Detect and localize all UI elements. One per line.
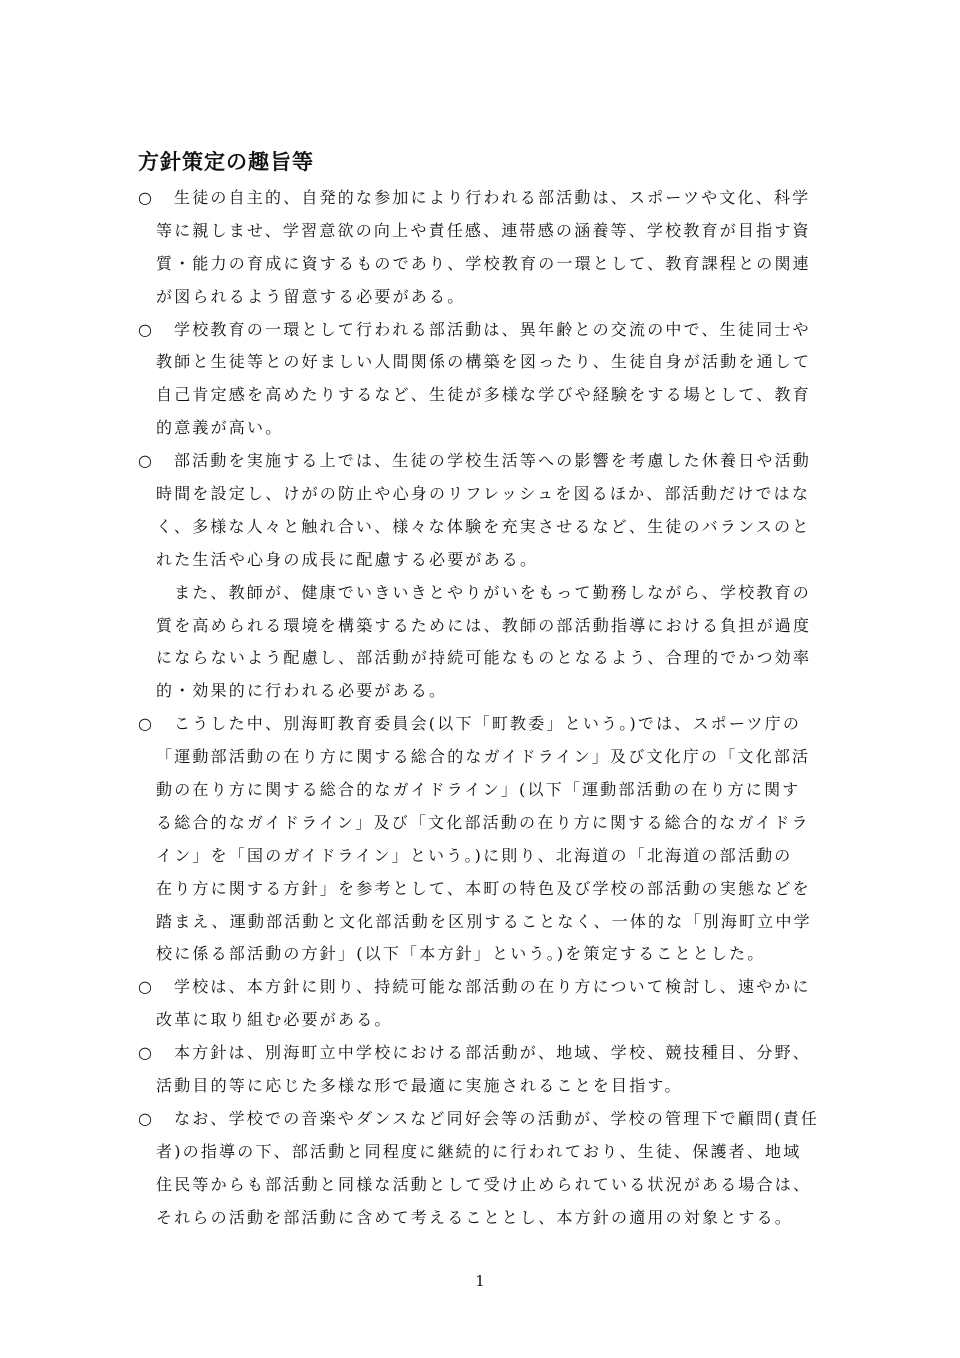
- paragraph-line: る総合的なガイドライン」及び「文化部活動の在り方に関する総合的なガイドラ: [156, 812, 810, 832]
- paragraph-line: 校に係る部活動の方針」(以下「本方針」という。)を策定することとした。: [156, 944, 766, 964]
- paragraph: [138, 708, 838, 971]
- paragraph-line: 踏まえ、運動部活動と文化部活動を区別することなく、一体的な「別海町立中学: [156, 911, 812, 931]
- paragraph: [138, 971, 838, 1037]
- paragraph-first-line: [138, 971, 838, 1004]
- paragraph-line: イン」を「国のガイドライン」という。)に則り、北海道の「北海道の部活動の: [156, 845, 793, 865]
- paragraph-line: 的・効果的に行われる必要がある。: [156, 681, 448, 701]
- paragraph-first-line: また、教師が、健康でいきいきとやりがいをもって勤務しながら、学校教育の: [174, 582, 812, 602]
- paragraph: [138, 1037, 838, 1103]
- line-text: 生徒の自主的、自発的な参加により行われる部活動は、スポーツや文化、科学: [174, 188, 811, 207]
- line-text: 学校教育の一環として行われる部活動は、異年齢との交流の中で、生徒同士や: [174, 319, 811, 339]
- paragraph-line: 質を高められる環境を構築するためには、教師の部活動指導における負担が過度: [156, 615, 812, 635]
- paragraph-line: が図られるよう留意する必要がある。: [156, 286, 466, 306]
- bullet-circle-icon: ○: [138, 1043, 155, 1063]
- line-text: 本方針は、別海町立中学校における部活動が、地域、学校、競技種目、分野、: [174, 1043, 812, 1063]
- paragraph-line: 在り方に関する方針」を参考として、本町の特色及び学校の部活動の実態などを: [156, 878, 811, 898]
- paragraph-line: 時間を設定し、けがの防止や心身のリフレッシュを図るほか、部活動だけではな: [156, 484, 811, 504]
- paragraph-line: 者)の指導の下、部活動と同程度に継続的に行われており、生徒、保護者、地域: [156, 1141, 802, 1161]
- paragraph: [138, 314, 838, 446]
- paragraph-line: 改革に取り組む必要がある。: [156, 1010, 393, 1030]
- paragraph-line: 活動目的等に応じた多様な形で最適に実施されることを目指す。: [156, 1076, 683, 1096]
- bullet-circle-icon: ○: [138, 188, 155, 207]
- line-text: なお、学校での音楽やダンスなど同好会等の活動が、学校の管理下で顧問(責任: [174, 1108, 820, 1128]
- bullet-circle-icon: ○: [138, 1108, 155, 1128]
- paragraph-line: 住民等からも部活動と同様な活動として受け止められている状況がある場合は、: [156, 1174, 812, 1194]
- paragraph-line: 自己肯定感を高めたりするなど、生徒が多様な学びや経験をする場として、教育: [156, 385, 811, 405]
- paragraph-line: 質・能力の育成に資するものであり、学校教育の一環として、教育課程との関連: [156, 253, 811, 273]
- paragraph-first-line: [138, 314, 838, 347]
- page-number: 1: [475, 1272, 485, 1290]
- bullet-circle-icon: ○: [138, 714, 155, 734]
- paragraph-first-line: [138, 1037, 838, 1070]
- paragraph-line: 等に親しませ、学習意欲の向上や責任感、連帯感の涵養等、学校教育が目指す資: [156, 220, 811, 240]
- paragraph: [138, 182, 838, 314]
- paragraph: [138, 577, 838, 709]
- paragraph-first-line: [138, 182, 838, 215]
- paragraph-line: 教師と生徒等との好ましい人間関係の構築を図ったり、生徒自身が活動を通して: [156, 352, 812, 372]
- body-text: [138, 182, 838, 1235]
- paragraph-line: 「運動部活動の在り方に関する総合的なガイドライン」及び文化庁の「文化部活: [156, 747, 811, 767]
- paragraph-line: く、多様な人々と触れ合い、様々な体験を充実させるなど、生徒のバランスのと: [156, 516, 811, 536]
- bullet-circle-icon: ○: [138, 977, 155, 997]
- section-heading: 方針策定の趣旨等: [138, 150, 314, 174]
- paragraph-line: 的意義が高い。: [156, 418, 284, 438]
- paragraph-line: 動の在り方に関する総合的なガイドライン」(以下「運動部活動の在り方に関す: [156, 780, 801, 800]
- line-text: 学校は、本方針に則り、持続可能な部活動の在り方について検討し、速やかに: [174, 977, 811, 997]
- paragraph-line: にならないよう配慮し、部活動が持続可能なものとなるよう、合理的でかつ効率: [156, 648, 812, 668]
- paragraph: [138, 445, 838, 577]
- paragraph-first-line: [138, 1103, 838, 1136]
- line-text: こうした中、別海町教育委員会(以下「町教委」という。)では、スポーツ庁の: [174, 714, 802, 734]
- paragraph-line: れた生活や心身の成長に配慮する必要がある。: [156, 549, 539, 569]
- paragraph-line: それらの活動を部活動に含めて考えることとし、本方針の適用の対象とする。: [156, 1207, 794, 1227]
- bullet-circle-icon: ○: [138, 451, 155, 471]
- paragraph: [138, 1103, 838, 1235]
- bullet-circle-icon: ○: [138, 319, 155, 339]
- line-text: 部活動を実施する上では、生徒の学校生活等への影響を考慮した休養日や活動: [174, 451, 812, 471]
- paragraph-first-line: [138, 708, 838, 741]
- paragraph-first-line: [138, 445, 838, 478]
